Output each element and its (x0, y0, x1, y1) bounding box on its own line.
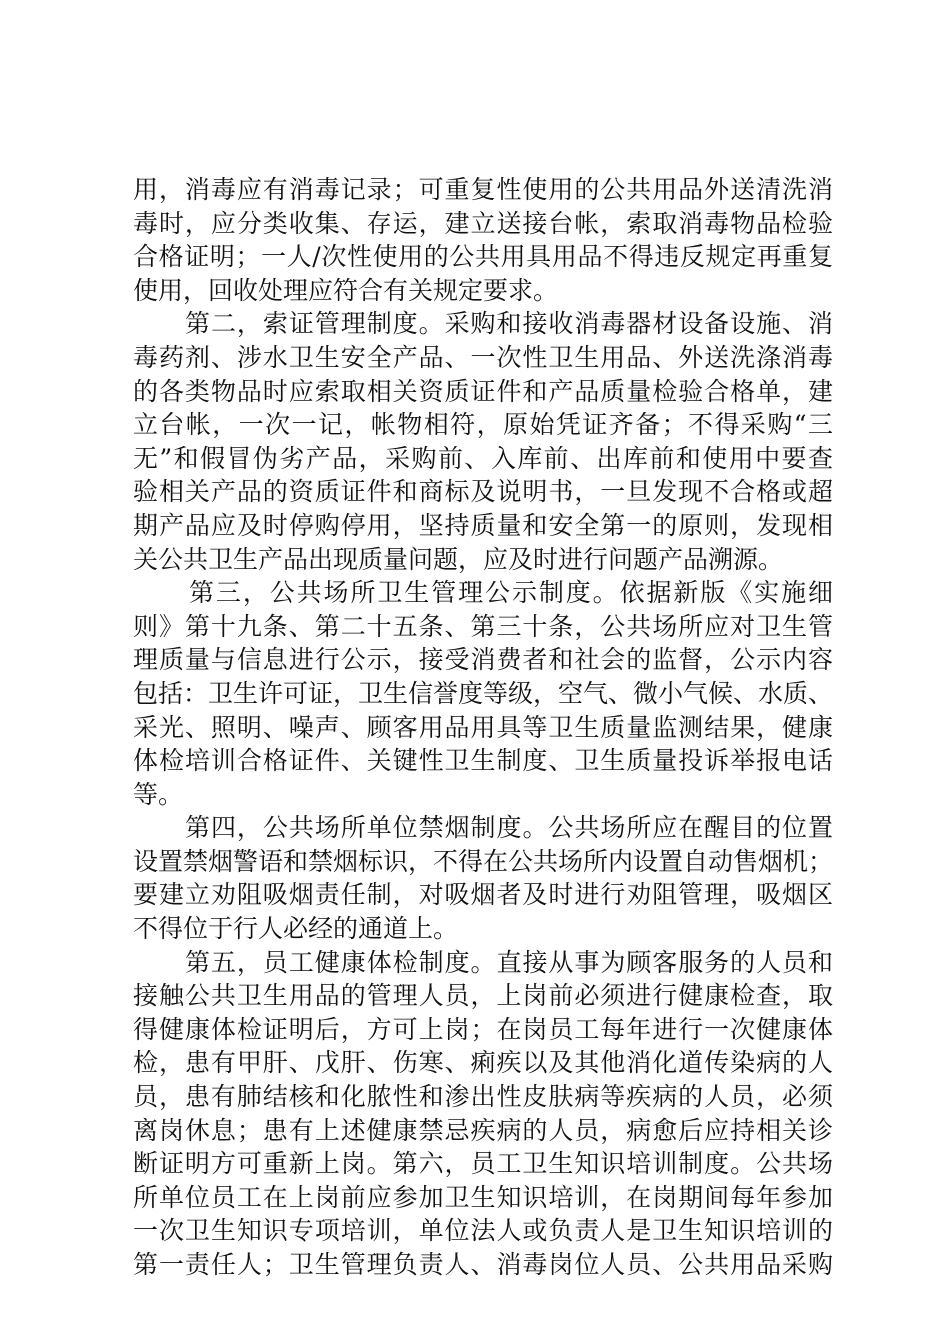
text-line: 验相关产品的资质证件和商标及说明书，一旦发现不合格或超 (133, 477, 833, 507)
text-line: 第四，公共场所单位禁烟制度。公共场所应在醒目的位置 (185, 813, 833, 843)
text-line: 离岗休息；患有上述健康禁忌疾病的人员，病愈后应持相关诊 (133, 1115, 833, 1145)
text-line: 接触公共卫生用品的管理人员，上岗前必须进行健康检查，取 (133, 981, 833, 1011)
text-line: 用，消毒应有消毒记录；可重复性使用的公共用品外送清洗消 (133, 175, 833, 204)
text-line: 理质量与信息进行公示，接受消费者和社会的监督，公示内容 (133, 645, 833, 675)
text-line: 无”和假冒伪劣产品，采购前、入库前、出库前和使用中要查 (133, 443, 833, 473)
text-line: 第三，公共场所卫生管理公示制度。依据新版《实施细 (189, 578, 833, 608)
paragraph-certificate-management (133, 307, 833, 576)
text-line: 要建立劝阻吸烟责任制，对吸烟者及时进行劝阻管理，吸烟区 (133, 880, 833, 910)
text-line: 检，患有甲肝、戊肝、伤寒、痢疾以及其他消化道传染病的人 (133, 1048, 833, 1078)
text-line: 一次卫生知识专项培训，单位法人或负责人是卫生知识培训的 (133, 1216, 833, 1246)
text-line: 使用，回收处理应符合有关规定要求。 (133, 275, 559, 305)
text-line: 的各类物品时应索取相关资质证件和产品质量检验合格单，建 (133, 376, 833, 406)
document-body (133, 173, 833, 1282)
text-line: 第一责任人；卫生管理负责人、消毒岗位人员、公共用品采购 (133, 1250, 833, 1279)
text-line: 采光、照明、噪声、顾客用品用具等卫生质量监测结果，健康 (133, 712, 833, 742)
text-line: 则》第十九条、第二十五条、第三十条，公共场所应对卫生管 (133, 611, 833, 641)
text-line: 等。 (133, 779, 184, 809)
text-line: 体检培训合格证件、关键性卫生制度、卫生质量投诉举报电话 (133, 746, 833, 776)
text-line: 得健康体检证明后，方可上岗；在岗员工每年进行一次健康体 (133, 1014, 833, 1044)
text-line: 断证明方可重新上岗。第六，员工卫生知识培训制度。公共场 (133, 1149, 833, 1179)
text-line: 毒药剂、涉水卫生安全产品、一次性卫生用品、外送洗涤消毒 (133, 342, 833, 372)
text-line: 毒时，应分类收集、存运，建立送接台帐，索取消毒物品检验 (133, 208, 833, 238)
text-line: 不得位于行人必经的通道上。 (133, 914, 459, 944)
text-line: 包括：卫生许可证，卫生信誉度等级，空气、微小气候、水质、 (133, 678, 834, 708)
text-line: 员，患有肺结核和化脓性和渗出性皮肤病等疾病的人员，必须 (133, 1082, 833, 1112)
text-line: 合格证明；一人/次性使用的公共用具用品不得违反规定再重复 (133, 242, 833, 272)
text-line: 立台帐，一次一记，帐物相符，原始凭证齐备；不得采购“三 (133, 410, 833, 440)
text-line: 第二，索证管理制度。采购和接收消毒器材设备设施、消 (185, 309, 833, 339)
paragraph-disinfection-records (133, 173, 833, 307)
text-line: 关公共卫生产品出现质量问题，应及时进行问题产品溯源。 (133, 544, 784, 574)
paragraph-smoking-ban (133, 811, 833, 945)
paragraph-health-exam-and-training (133, 946, 833, 1282)
text-line: 所单位员工在上岗前应参加卫生知识培训，在岗期间每年参加 (133, 1182, 833, 1212)
text-line: 期产品应及时停购停用，坚持质量和安全第一的原则，发现相 (133, 510, 833, 540)
text-line: 设置禁烟警语和禁烟标识，不得在公共场所内设置自动售烟机； (133, 846, 834, 876)
text-line: 第五，员工健康体检制度。直接从事为顾客服务的人员和 (185, 947, 833, 977)
paragraph-public-disclosure (133, 576, 833, 811)
